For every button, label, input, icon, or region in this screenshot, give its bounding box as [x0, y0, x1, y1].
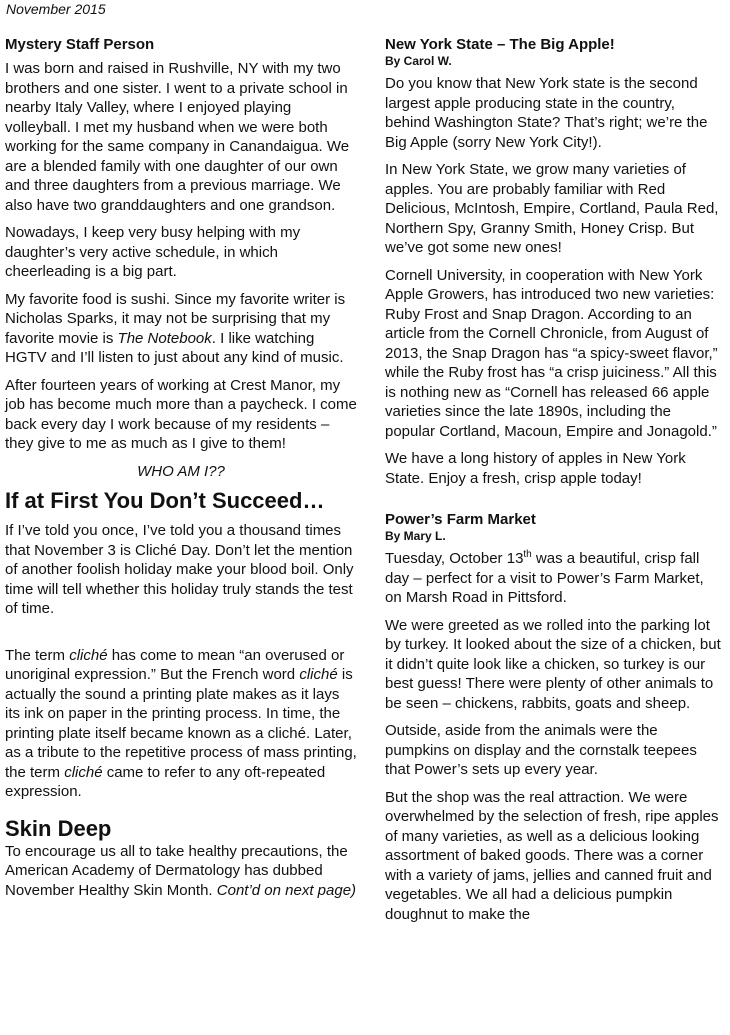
mystery-paragraph-1: I was born and raised in Rushville, NY with my two brothers and one sister. I went to a private school in nearby Italy Valley, where I enjoyed playing volleyball. I met my husband when we were both working for the same company in Canandaigua. We are a blended family with one daughter of our own and three daughters from a previous marriage. We also have two granddaughters and one grandson. — [5, 60, 350, 214]
issue-date: November 2015 — [6, 1, 106, 17]
farm-market-article — [385, 511, 721, 924]
section-gap — [385, 496, 721, 511]
farm-market-byline: By Mary L. — [385, 529, 446, 543]
skin-p1-text: To encourage us all to take healthy precautions, the American Academy of Dermatology has dubbed November Healthy Skin Month. — [5, 842, 348, 899]
cliche-word-1: cliché — [69, 646, 108, 664]
cliche-word-2: cliché — [299, 666, 338, 683]
big-apple-byline: By Carol W. — [385, 54, 452, 68]
apple-paragraph-1: Do you know that New York state is the second largest apple producing state in the country, behind Washington State? That’s right; we’re the Big Apple (sorry New York City!). — [385, 75, 708, 151]
apple-paragraph-3: Cornell University, in cooperation with New York Apple Growers, has introduced two new varieties: Ruby Frost and Snap Dragon. According to an article from the Cornell Chronicle, from August of 2013, the Snap Dragon has “a spicy-sweet flavor,” while the Ruby frost has “a crisp juiciness.” All this is nothing new as “Cornell has released 66 apple varieties since the late 1890s, including the popular Cortland, Macoun, Empire and Jonagold.” — [385, 266, 718, 440]
mystery-paragraph-3 — [5, 290, 357, 368]
cliche-word-3: cliché — [64, 763, 103, 781]
big-apple-article — [385, 36, 721, 488]
farm-paragraph-3: Outside, aside from the animals were the pumpkins on display and the cornstalk teepees that Power’s sets up every year. — [385, 722, 697, 778]
mystery-p3-text-a: My favorite food is sushi. Since my favorite writer is Nicholas Sparks, it may not be surprising that my favorite movie is — [5, 290, 346, 347]
big-apple-title: New York State – The Big Apple! — [385, 36, 615, 53]
apple-paragraph-4: We have a long history of apples in New York State. Enjoy a fresh, crisp apple today! — [385, 450, 686, 487]
apple-paragraph-2: In New York State, we grow many varieties of apples. You are probably familiar with Red Delicious, McIntosh, Empire, Cortland, Paula Red, Northern Spy, Granny Smith, Honey Crisp. But we’ve got some new ones! — [385, 161, 719, 256]
mystery-staff-article — [5, 36, 357, 481]
farm-paragraph-4: But the shop was the real attraction. We were overwhelmed by the selection of fresh, ripe apples of many varieties, as well as a delicious looking assortment of baked goods. There was a corner with a variety of jams, jellies and canned fruit and vegetables. We all had a delicious pumpkin doughnut to make the — [385, 788, 719, 923]
cliche-title: If at First You Don’t Succeed… — [5, 488, 325, 513]
date-suffix: th — [523, 549, 532, 560]
continued-note: Cont’d on next page) — [216, 881, 357, 899]
skin-deep-title: Skin Deep — [5, 815, 112, 841]
cliche-p2-text-c: is actually the sound a printing plate makes as it lays its ink on paper in the printing process. In time, the printing plate itself became known as a cliché. Later, as a tribute to the repetitive process of mass printing, the term — [5, 666, 357, 781]
farm-p1-text-b: was a beautiful, crisp fall day – perfect for a visit to Power’s Farm Market, on Marsh Road in Pittsford. — [385, 550, 704, 606]
cliche-paragraph-2 — [5, 646, 357, 802]
cliche-p2-text-b: has come to mean “an overused or unoriginal expression.” But the French word — [5, 646, 345, 683]
left-column — [5, 36, 357, 908]
favorite-movie-title: The Notebook — [117, 329, 212, 347]
skin-deep-article — [5, 816, 357, 901]
farm-market-title: Power’s Farm Market — [385, 511, 536, 528]
cliche-paragraph-1: If I’ve told you once, I’ve told you a thousand times that November 3 is Cliché Day. Don’t let the mention of another foolish holiday make your blood boil. Only time will tell whether this holiday truly stands the test of time. — [5, 522, 354, 617]
cliche-article — [5, 488, 357, 802]
farm-paragraph-2: We were greeted as we rolled into the parking lot by turkey. It looked about the size of a chicken, but it didn’t quite look like a chicken, so turkey is our best guess! There were plenty of other animals to be seen – chickens, rabbits, goats and sheep. — [385, 616, 721, 712]
mystery-p3-text-b: . I like watching HGTV and I’ll listen to just about any kind of music. — [5, 329, 344, 366]
paragraph-spacer — [5, 627, 357, 646]
cliche-p2-text-d: came to refer to any oft-repeated expression. — [5, 763, 326, 800]
right-column — [385, 36, 721, 932]
mystery-staff-title: Mystery Staff Person — [5, 36, 155, 53]
farm-paragraph-1 — [385, 549, 721, 608]
mystery-paragraph-4: After fourteen years of working at Crest Manor, my job has become much more than a paycheck. I come back every day I work because of my residents – they give to me as much as I give to them! — [5, 376, 357, 452]
cliche-p2-text-a: The term — [5, 646, 70, 664]
farm-p1-text-a: Tuesday, October 13 — [385, 550, 524, 567]
skin-deep-paragraph — [5, 842, 357, 901]
who-am-i: WHO AM I?? — [137, 462, 225, 480]
mystery-paragraph-2: Nowadays, I keep very busy helping with my daughter’s very active schedule, in which cheerleading is a big part. — [5, 224, 301, 280]
